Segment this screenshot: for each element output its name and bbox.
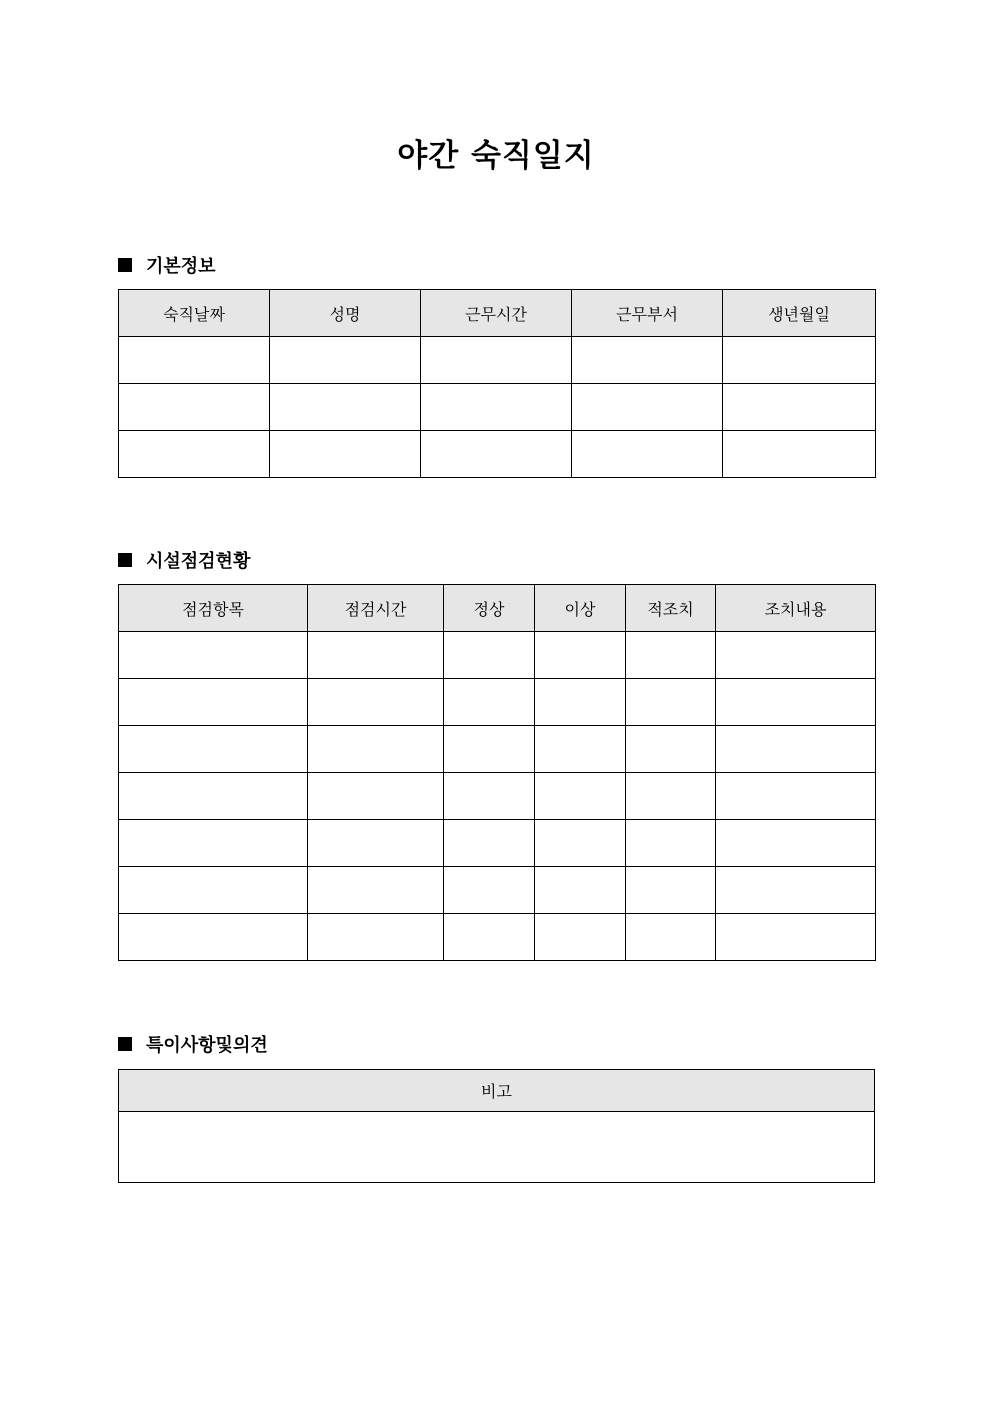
table-cell[interactable] <box>716 632 876 679</box>
table-cell[interactable] <box>270 337 421 384</box>
table-cell[interactable] <box>119 431 270 478</box>
column-header: 조치내용 <box>716 585 876 632</box>
table-cell[interactable] <box>716 726 876 773</box>
table-cell[interactable] <box>119 726 308 773</box>
section-heading-label: 특이사항및의견 <box>146 1035 268 1056</box>
table-cell[interactable] <box>119 773 308 820</box>
table-cell[interactable] <box>119 914 308 961</box>
table-cell[interactable] <box>535 726 626 773</box>
table-row <box>119 1112 875 1183</box>
table-cell[interactable] <box>723 431 876 478</box>
table-cell[interactable] <box>119 337 270 384</box>
table-header-row <box>119 290 876 337</box>
section-heading-facility <box>118 548 250 572</box>
table-header-row <box>119 1070 875 1112</box>
table-cell[interactable] <box>444 867 535 914</box>
table-cell[interactable] <box>535 773 626 820</box>
table-row <box>119 384 876 431</box>
table-cell[interactable] <box>626 632 716 679</box>
table-cell[interactable] <box>723 384 876 431</box>
table-cell[interactable] <box>716 914 876 961</box>
section-heading-basic <box>118 253 216 277</box>
column-header: 정상 <box>444 585 535 632</box>
table-row <box>119 867 876 914</box>
column-header: 근무시간 <box>421 290 572 337</box>
square-bullet-icon <box>118 258 132 272</box>
table-row <box>119 773 876 820</box>
facility-inspection-table <box>118 584 876 961</box>
table-cell[interactable] <box>535 632 626 679</box>
column-header: 숙직날짜 <box>119 290 270 337</box>
table-cell[interactable] <box>119 679 308 726</box>
table-cell[interactable] <box>421 431 572 478</box>
table-row <box>119 679 876 726</box>
table-cell[interactable] <box>444 773 535 820</box>
table-row <box>119 632 876 679</box>
column-header: 성명 <box>270 290 421 337</box>
table-row <box>119 914 876 961</box>
section-heading-remarks <box>118 1032 268 1056</box>
table-cell[interactable] <box>444 914 535 961</box>
table-cell[interactable] <box>626 867 716 914</box>
basic-info-table <box>118 289 876 478</box>
table-cell[interactable] <box>308 632 444 679</box>
column-header: 적조치 <box>626 585 716 632</box>
table-cell[interactable] <box>716 773 876 820</box>
table-cell[interactable] <box>119 820 308 867</box>
table-cell[interactable] <box>626 820 716 867</box>
table-cell[interactable] <box>421 337 572 384</box>
table-cell[interactable] <box>119 632 308 679</box>
table-cell[interactable] <box>716 820 876 867</box>
table-row <box>119 337 876 384</box>
table-header-row <box>119 585 876 632</box>
table-cell[interactable] <box>119 867 308 914</box>
table-cell[interactable] <box>270 384 421 431</box>
table-cell[interactable] <box>716 679 876 726</box>
column-header: 점검시간 <box>308 585 444 632</box>
table-cell[interactable] <box>535 820 626 867</box>
column-header: 생년월일 <box>723 290 876 337</box>
column-header: 비고 <box>119 1070 875 1112</box>
remarks-cell[interactable] <box>119 1112 875 1183</box>
document-title: 야간 숙직일지 <box>397 138 595 174</box>
table-cell[interactable] <box>626 679 716 726</box>
table-cell[interactable] <box>308 914 444 961</box>
table-cell[interactable] <box>626 914 716 961</box>
square-bullet-icon <box>118 553 132 567</box>
table-row <box>119 820 876 867</box>
table-cell[interactable] <box>308 679 444 726</box>
table-cell[interactable] <box>626 726 716 773</box>
table-cell[interactable] <box>308 773 444 820</box>
table-cell[interactable] <box>308 867 444 914</box>
table-cell[interactable] <box>270 431 421 478</box>
table-cell[interactable] <box>572 384 723 431</box>
table-cell[interactable] <box>444 726 535 773</box>
square-bullet-icon <box>118 1037 132 1051</box>
table-row <box>119 431 876 478</box>
table-cell[interactable] <box>723 337 876 384</box>
section-heading-label: 기본정보 <box>146 256 216 277</box>
table-cell[interactable] <box>716 867 876 914</box>
table-cell[interactable] <box>119 384 270 431</box>
table-cell[interactable] <box>308 726 444 773</box>
table-cell[interactable] <box>421 384 572 431</box>
table-cell[interactable] <box>444 820 535 867</box>
table-cell[interactable] <box>626 773 716 820</box>
table-row <box>119 726 876 773</box>
table-cell[interactable] <box>572 337 723 384</box>
remarks-table <box>118 1069 875 1183</box>
table-cell[interactable] <box>308 820 444 867</box>
table-cell[interactable] <box>535 914 626 961</box>
section-heading-label: 시설점검현황 <box>146 551 251 572</box>
table-cell[interactable] <box>444 679 535 726</box>
column-header: 이상 <box>535 585 626 632</box>
table-cell[interactable] <box>444 632 535 679</box>
table-cell[interactable] <box>535 679 626 726</box>
table-cell[interactable] <box>572 431 723 478</box>
column-header: 근무부서 <box>572 290 723 337</box>
table-cell[interactable] <box>535 867 626 914</box>
column-header: 점검항목 <box>119 585 308 632</box>
